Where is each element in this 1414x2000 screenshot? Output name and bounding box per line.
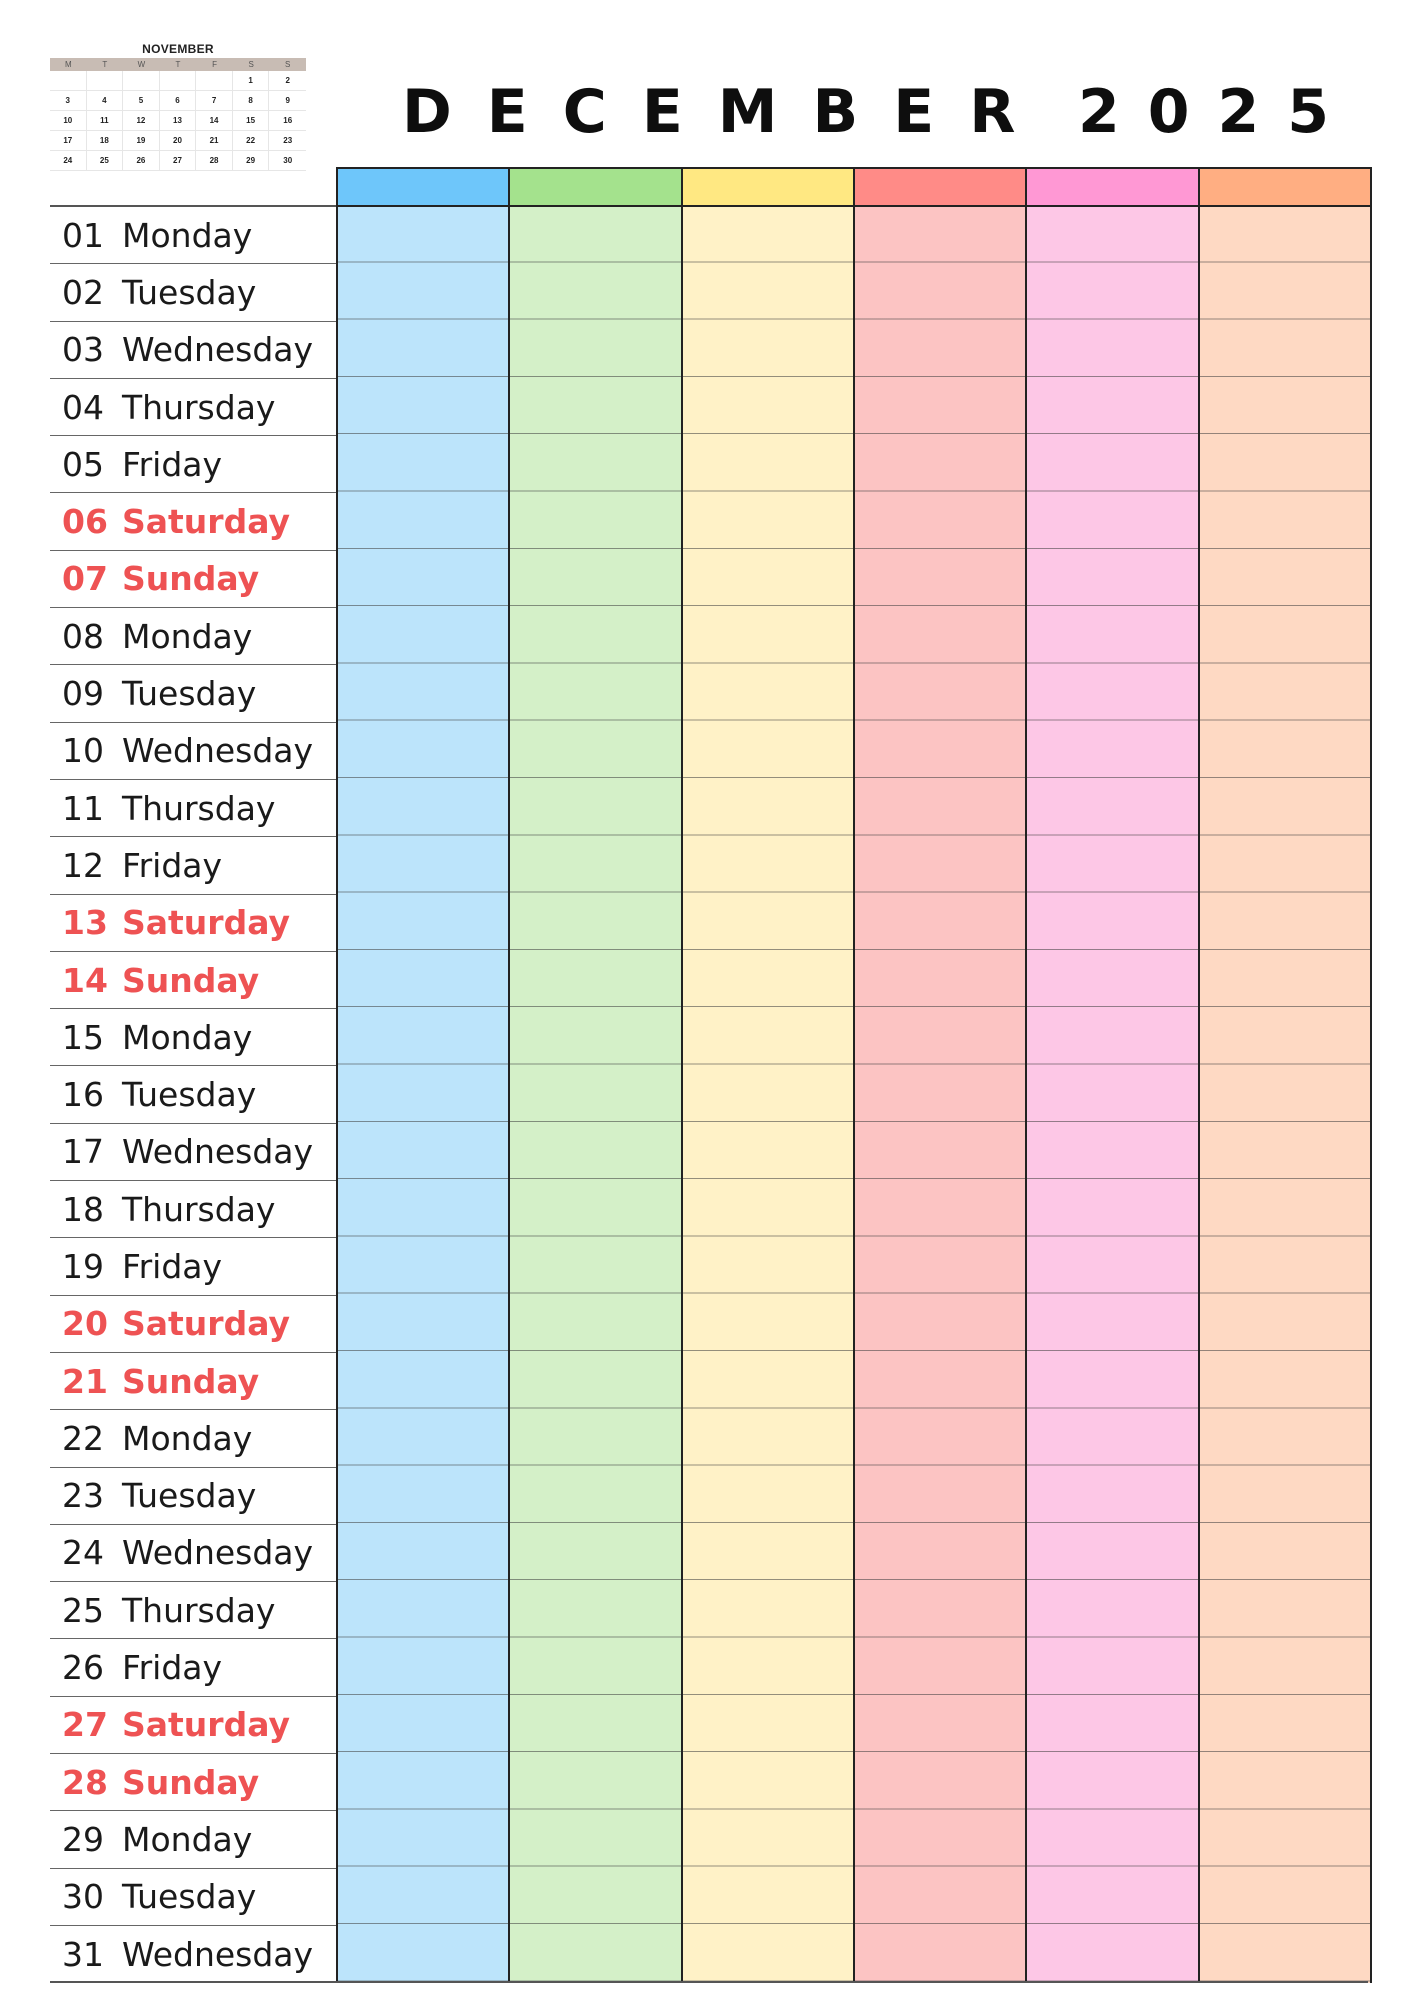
- mini-day-cell: 7: [196, 91, 233, 111]
- day-number: 11: [62, 788, 104, 828]
- day-name: Sunday: [122, 1762, 260, 1802]
- planner-column-2[interactable]: [510, 167, 682, 1983]
- mini-weekday: T: [175, 60, 181, 69]
- day-row: [50, 723, 336, 780]
- mini-day-cell: 3: [50, 91, 87, 111]
- mini-weekday: M: [64, 60, 72, 69]
- day-number: 07: [62, 559, 108, 599]
- day-number: 12: [62, 845, 104, 885]
- day-row: [50, 1124, 336, 1181]
- mini-day-cell: 5: [123, 91, 160, 111]
- day-row: [50, 207, 336, 264]
- day-row: [50, 1869, 336, 1926]
- day-number: 06: [62, 502, 108, 542]
- mini-day-cell: 13: [160, 111, 197, 131]
- day-row: [50, 1066, 336, 1123]
- planner-column-header[interactable]: [1027, 167, 1197, 207]
- mini-day-cell: 30: [269, 151, 306, 171]
- planner-column-3[interactable]: [683, 167, 855, 1983]
- day-name: Wednesday: [122, 330, 314, 370]
- mini-day-cell: 22: [233, 131, 270, 151]
- planner-column-header[interactable]: [683, 167, 853, 207]
- mini-calendar-grid: [50, 71, 306, 171]
- planner-columns: [336, 167, 1372, 1983]
- day-row: [50, 1697, 336, 1754]
- day-number: 14: [62, 960, 108, 1000]
- day-number: 08: [62, 616, 104, 656]
- planner-column-6[interactable]: [1200, 167, 1370, 1983]
- mini-day-cell: 11: [87, 111, 124, 131]
- mini-calendar: [50, 40, 306, 171]
- mini-day-cell: 16: [269, 111, 306, 131]
- mini-day-cell: 26: [123, 151, 160, 171]
- mini-day-cell: 15: [233, 111, 270, 131]
- day-name: Wednesday: [122, 1132, 314, 1172]
- day-name: Friday: [122, 444, 223, 484]
- mini-day-cell: 23: [269, 131, 306, 151]
- mini-day-cell: 20: [160, 131, 197, 151]
- mini-calendar-weekdays: [50, 58, 306, 71]
- day-name: Tuesday: [122, 272, 257, 312]
- day-number: 30: [62, 1877, 104, 1917]
- day-number: 31: [62, 1934, 104, 1974]
- day-row: [50, 1582, 336, 1639]
- day-number: 21: [62, 1361, 108, 1401]
- day-name: Tuesday: [122, 674, 257, 714]
- planner-column-1[interactable]: [338, 167, 510, 1983]
- mini-day-cell: 14: [196, 111, 233, 131]
- day-number: 19: [62, 1246, 104, 1286]
- day-row: [50, 608, 336, 665]
- day-row: [50, 264, 336, 321]
- day-row: [50, 1754, 336, 1811]
- mini-day-cell: 9: [269, 91, 306, 111]
- day-row: [50, 1410, 336, 1467]
- day-row: [50, 322, 336, 379]
- mini-day-cell: 27: [160, 151, 197, 171]
- planner-column-body[interactable]: [1027, 205, 1197, 1983]
- mini-day-cell: [50, 71, 87, 91]
- day-number: 28: [62, 1762, 108, 1802]
- mini-day-cell: [123, 71, 160, 91]
- day-row: [50, 379, 336, 436]
- day-number: 10: [62, 731, 104, 771]
- day-name: Monday: [122, 1418, 253, 1458]
- day-name: Tuesday: [122, 1075, 257, 1115]
- mini-day-cell: 2: [269, 71, 306, 91]
- day-number: 18: [62, 1189, 104, 1229]
- day-number: 17: [62, 1132, 104, 1172]
- planner-column-header[interactable]: [1200, 167, 1370, 207]
- mini-weekday: S: [248, 60, 254, 69]
- day-name: Wednesday: [122, 1934, 314, 1974]
- planner-column-header[interactable]: [510, 167, 680, 207]
- day-name: Wednesday: [122, 731, 314, 771]
- page-title-month: DECEMBER: [402, 77, 1051, 147]
- planner-column-4[interactable]: [855, 167, 1027, 1983]
- day-number: 24: [62, 1533, 104, 1573]
- mini-day-cell: 17: [50, 131, 87, 151]
- page-title-year: 2025: [1078, 77, 1357, 147]
- mini-day-cell: 8: [233, 91, 270, 111]
- mini-day-cell: [160, 71, 197, 91]
- day-row: [50, 895, 336, 952]
- planner-column-body[interactable]: [510, 205, 680, 1983]
- day-row: [50, 665, 336, 722]
- mini-day-cell: 25: [87, 151, 124, 171]
- mini-day-cell: 10: [50, 111, 87, 131]
- day-name: Saturday: [122, 903, 290, 943]
- day-name: Wednesday: [122, 1533, 314, 1573]
- day-row: [50, 780, 336, 837]
- day-number: 02: [62, 272, 104, 312]
- day-name: Thursday: [122, 1189, 276, 1229]
- mini-weekday: F: [212, 60, 217, 69]
- day-row: [50, 837, 336, 894]
- day-name: Tuesday: [122, 1877, 257, 1917]
- day-row: [50, 1811, 336, 1868]
- day-number: 15: [62, 1017, 104, 1057]
- day-row: [50, 1181, 336, 1238]
- day-name: Monday: [122, 1017, 253, 1057]
- day-name: Sunday: [122, 1361, 260, 1401]
- day-name: Monday: [122, 616, 253, 656]
- day-row: [50, 1468, 336, 1525]
- mini-day-cell: 6: [160, 91, 197, 111]
- planner-column-body[interactable]: [1200, 205, 1370, 1983]
- day-number: 25: [62, 1590, 104, 1630]
- mini-day-cell: 19: [123, 131, 160, 151]
- day-name: Thursday: [122, 788, 276, 828]
- planner-column-body[interactable]: [683, 205, 853, 1983]
- bottom-divider: [50, 1981, 1368, 1983]
- mini-weekday: T: [102, 60, 108, 69]
- day-row: [50, 493, 336, 550]
- day-row: [50, 1009, 336, 1066]
- day-name: Saturday: [122, 502, 290, 542]
- day-name: Thursday: [122, 1590, 276, 1630]
- day-name: Friday: [122, 1246, 223, 1286]
- mini-day-cell: 24: [50, 151, 87, 171]
- mini-weekday: S: [285, 60, 291, 69]
- mini-calendar-month: NOVEMBER: [142, 42, 214, 56]
- day-row: [50, 1353, 336, 1410]
- day-name: Tuesday: [122, 1476, 257, 1516]
- day-number: 29: [62, 1819, 104, 1859]
- mini-day-cell: 1: [233, 71, 270, 91]
- day-row: [50, 1926, 336, 1983]
- planner-column-body[interactable]: [855, 205, 1025, 1983]
- day-number: 13: [62, 903, 108, 943]
- day-number: 27: [62, 1705, 108, 1745]
- mini-day-cell: 28: [196, 151, 233, 171]
- day-name: Sunday: [122, 960, 260, 1000]
- day-row: [50, 1525, 336, 1582]
- mini-weekday: W: [137, 60, 146, 69]
- day-number: 09: [62, 674, 104, 714]
- day-name: Sunday: [122, 559, 260, 599]
- day-number: 20: [62, 1304, 108, 1344]
- day-row: [50, 436, 336, 493]
- day-name: Thursday: [122, 387, 276, 427]
- planner-column-5[interactable]: [1027, 167, 1199, 1983]
- planner-column-header[interactable]: [855, 167, 1025, 207]
- mini-day-cell: [196, 71, 233, 91]
- mini-day-cell: 18: [87, 131, 124, 151]
- day-row: [50, 1296, 336, 1353]
- mini-day-cell: [87, 71, 124, 91]
- mini-day-cell: 12: [123, 111, 160, 131]
- planner-column-body[interactable]: [338, 205, 508, 1983]
- day-number: 23: [62, 1476, 104, 1516]
- day-name: Monday: [122, 215, 253, 255]
- day-number: 05: [62, 444, 104, 484]
- day-name: Friday: [122, 845, 223, 885]
- day-number: 01: [62, 215, 104, 255]
- day-number: 16: [62, 1075, 104, 1115]
- day-row: [50, 1238, 336, 1295]
- day-row: [50, 952, 336, 1009]
- mini-day-cell: 29: [233, 151, 270, 171]
- mini-day-cell: 21: [196, 131, 233, 151]
- day-row: [50, 1639, 336, 1696]
- day-name: Monday: [122, 1819, 253, 1859]
- day-row: [50, 551, 336, 608]
- planner-column-header[interactable]: [338, 167, 508, 207]
- mini-day-cell: 4: [87, 91, 124, 111]
- day-number: 22: [62, 1418, 104, 1458]
- day-list: [50, 205, 336, 1983]
- day-name: Friday: [122, 1648, 223, 1688]
- day-name: Saturday: [122, 1304, 290, 1344]
- day-name: Saturday: [122, 1705, 290, 1745]
- day-number: 26: [62, 1648, 104, 1688]
- day-number: 03: [62, 330, 104, 370]
- day-number: 04: [62, 387, 104, 427]
